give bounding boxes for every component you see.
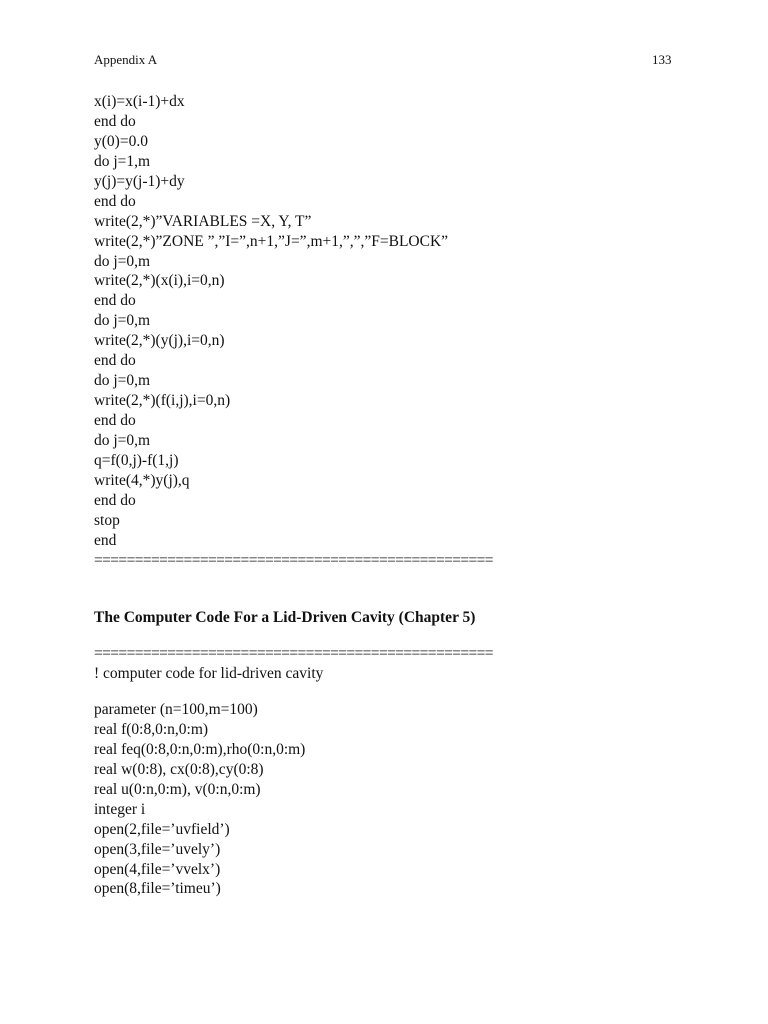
code-block-part3 (94, 700, 305, 899)
code-line: real feq(0:8,0:n,0:m),rho(0:n,0:m) (94, 740, 306, 758)
code-line: x(i)=x(i-1)+dx (94, 93, 185, 110)
code-line: ================================================= (94, 551, 493, 569)
code-line: open(2,file=’uvfield’) (94, 820, 230, 838)
code-line: ================================================= (94, 645, 493, 662)
code-line: end (94, 531, 117, 549)
code-line: y(0)=0.0 (94, 132, 148, 150)
code-block-part1 (94, 92, 493, 571)
code-line: y(j)=y(j-1)+dy (94, 172, 185, 190)
code-line: real w(0:8), cx(0:8),cy(0:8) (94, 760, 264, 778)
code-block-part2 (94, 644, 493, 684)
code-line: end do (94, 352, 136, 370)
code-line: write(4,*)y(j),q (94, 471, 190, 489)
code-line: end do (94, 491, 136, 509)
code-line: real f(0:8,0:n,0:m) (94, 720, 209, 738)
code-line: real u(0:n,0:m), v(0:n,0:m) (94, 780, 261, 798)
code-line: write(2,*)(f(i,j),i=0,n) (94, 392, 231, 410)
code-line: write(2,*)(x(i),i=0,n) (94, 272, 225, 290)
code-line: do j=0,m (94, 372, 151, 390)
section-heading: The Computer Code For a Lid-Driven Cavity (Chapter 5) (94, 609, 476, 626)
code-line: stop (94, 511, 120, 529)
code-line: end do (94, 412, 136, 429)
code-line: do j=1,m (94, 152, 151, 170)
page-header-section: Appendix A (94, 52, 158, 67)
code-line: parameter (n=100,m=100) (94, 701, 258, 718)
code-line: open(4,file=’vvelx’) (94, 860, 221, 878)
code-line: write(2,*)”ZONE ”,”I=”,n+1,”J=”,m+1,”,”,”F=BLOCK” (94, 232, 449, 250)
code-line: do j=0,m (94, 252, 151, 270)
code-line: open(3,file=’uvely’) (94, 840, 221, 858)
code-line: end do (94, 192, 136, 210)
code-line: do j=0,m (94, 431, 151, 449)
code-line: q=f(0,j)-f(1,j) (94, 451, 179, 469)
code-line: integer i (94, 800, 146, 818)
code-line: do j=0,m (94, 312, 151, 330)
code-line: write(2,*)”VARIABLES =X, Y, T” (94, 212, 312, 230)
code-line: end do (94, 292, 136, 310)
code-line: open(8,file=’timeu’) (94, 880, 221, 898)
code-line: ! computer code for lid-driven cavity (94, 664, 324, 682)
code-line: write(2,*)(y(j),i=0,n) (94, 332, 225, 350)
code-line: end do (94, 112, 136, 130)
page-number: 133 (652, 52, 672, 67)
